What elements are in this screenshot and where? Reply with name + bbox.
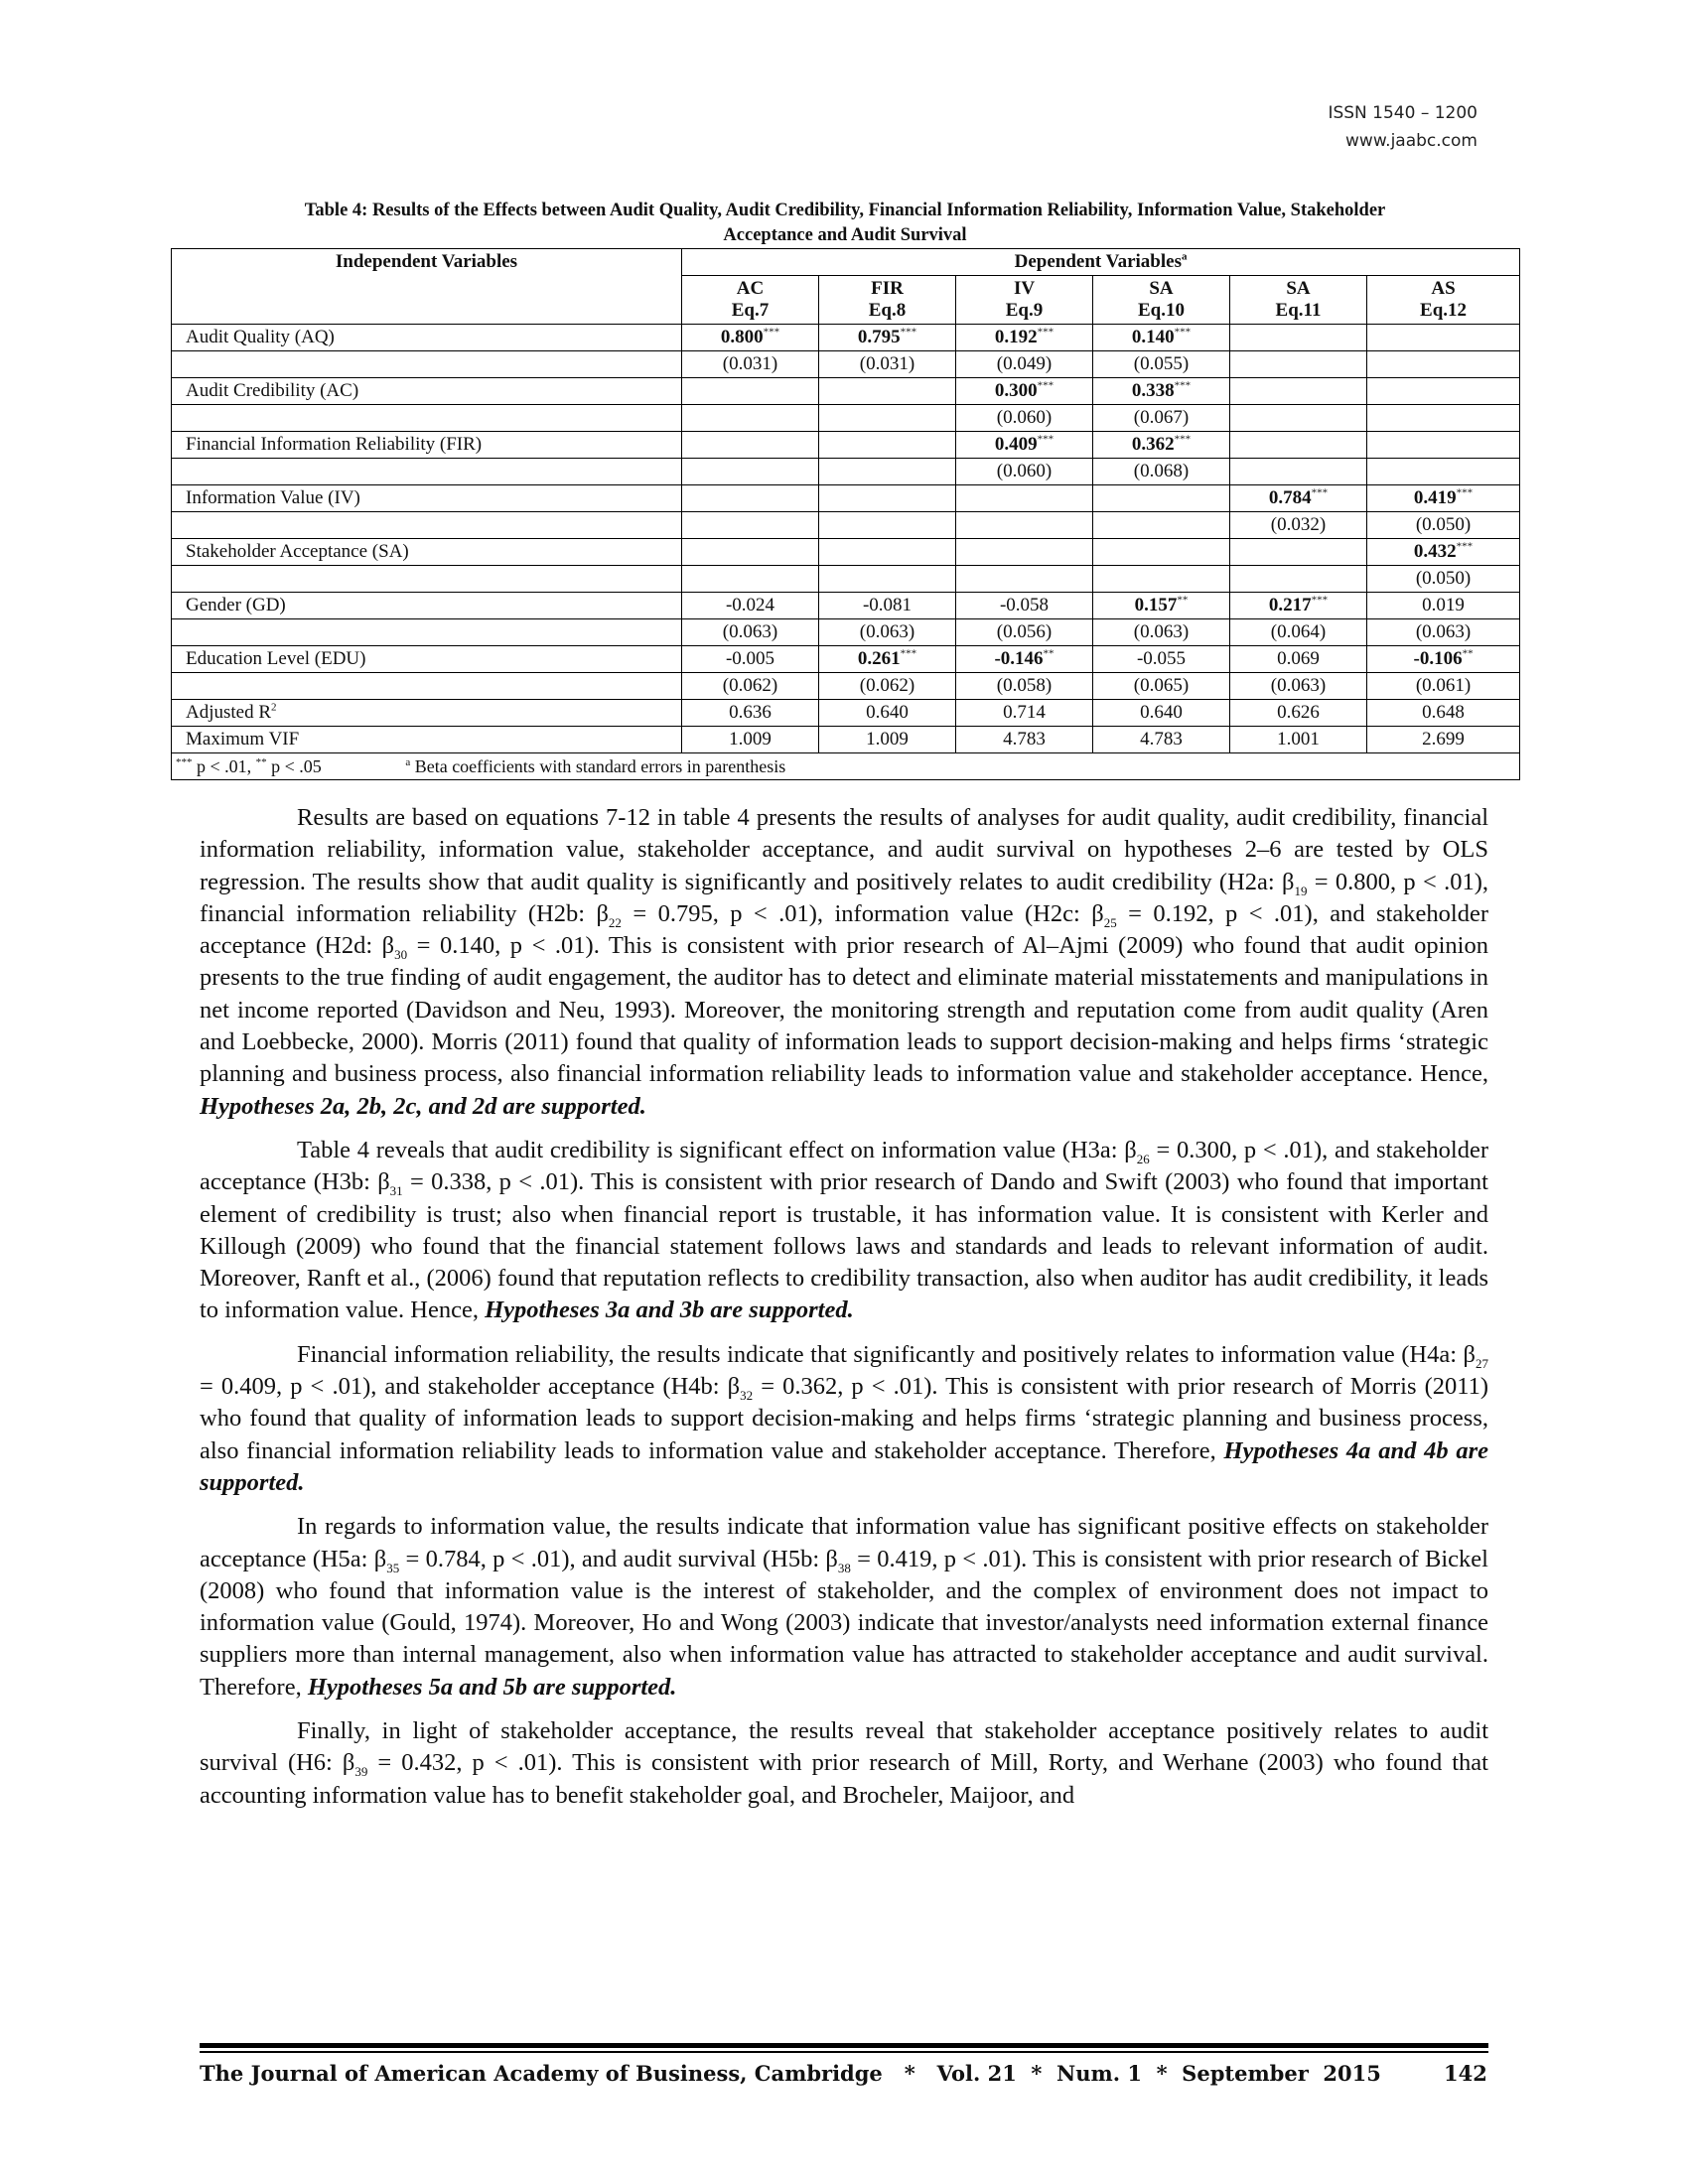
table-cell: 1.009: [682, 727, 819, 753]
table-cell: [1093, 539, 1230, 566]
page-number: 142: [1444, 2061, 1487, 2086]
table-cell: [682, 485, 819, 512]
table-cell: [1230, 325, 1367, 351]
paragraph-h3: Table 4 reveals that audit credibility is significant effect on information value (H3a: $\beta_{26} = 0.300$, p < .01), and stakeholder acceptance (H3b: $\beta_{31} = 0.338$, p < .01). This is consistent with prior research of Dando and Swift (2003) who found that important element of credibility is trust; also when financial report is trustable, it has information value. It is consistent with Kerler and Killough (2009) who found that the financial statement follows laws and standards and leads to relevant information of audit. Moreover, Ranft et al., (2006) found that reputation reflects to credibility transaction, also when auditor has audit credibility, it leads to information value. Hence, Hypotheses 3a and 3b are supported.: [200, 1136, 1488, 1324]
table-cell: (0.058): [956, 673, 1093, 700]
col-header-as: AS Eq.12: [1367, 276, 1520, 325]
row-label-ac: Audit Credibility (AC): [172, 378, 682, 405]
independent-variables-header: Independent Variables: [172, 249, 682, 276]
table-cell: (0.068): [1093, 459, 1230, 485]
table-cell: [172, 673, 682, 700]
row-label-fir: Financial Information Reliability (FIR): [172, 432, 682, 459]
table-cell: 0.648: [1367, 700, 1520, 727]
table-cell: [172, 351, 682, 378]
table-cell: [1230, 378, 1367, 405]
table-cell: (0.063): [1367, 619, 1520, 646]
table-cell: 0.140***: [1093, 325, 1230, 351]
table-cell: [819, 405, 956, 432]
table-title-line2: Acceptance and Audit Survival: [723, 225, 967, 245]
table-cell: [956, 566, 1093, 593]
table-cell: (0.062): [682, 673, 819, 700]
table-cell: (0.055): [1093, 351, 1230, 378]
table-cell: 0.640: [1093, 700, 1230, 727]
table-row: [172, 566, 1520, 593]
table-cell: 0.217***: [1230, 593, 1367, 619]
paragraph-h5: In regards to information value, the results indicate that information value has significant positive effects on stakeholder acceptance (H5a: $\beta_{35} = 0.784$, p < .01), and audit survival (H5b: $\beta_{38} = 0.419$, p < .01). This is consistent with prior research of Bickel (2008) who found that information value is the interest of stakeholder, and the complex of environment does not impact to information value (Gould, 1974). Moreover, Ho and Wong (2003) indicate that investor/analysts need information external finance suppliers more than internal management, also when information value has attracted to stakeholder acceptance and audit survival. Therefore, Hypotheses 5a and 5b are supported.: [200, 1513, 1488, 1701]
table-cell: (0.063): [1093, 619, 1230, 646]
table-cell: [682, 566, 819, 593]
table-cell: [172, 566, 682, 593]
table-cell: [172, 405, 682, 432]
table-cell: [1367, 351, 1520, 378]
table-title: [171, 199, 1519, 248]
table-row: [172, 405, 1520, 432]
table-cell: -0.005: [682, 646, 819, 673]
table-cell: [1093, 566, 1230, 593]
table-row: [172, 619, 1520, 646]
table-cell: [1093, 512, 1230, 539]
table-cell: (0.062): [819, 673, 956, 700]
table-cell: 0.432***: [1367, 539, 1520, 566]
table-row: [172, 646, 1520, 673]
table-cell: [1367, 432, 1520, 459]
table-cell: -0.055: [1093, 646, 1230, 673]
table-cell: (0.031): [682, 351, 819, 378]
table-cell: 0.300***: [956, 378, 1093, 405]
table-cell: 2.699: [1367, 727, 1520, 753]
table-cell: -0.106**: [1367, 646, 1520, 673]
row-label-max-vif: Maximum VIF: [172, 727, 682, 753]
table-cell: 4.783: [956, 727, 1093, 753]
table-cell: [172, 619, 682, 646]
col-header-ac: AC Eq.7: [682, 276, 819, 325]
table-cell: [819, 485, 956, 512]
col-header-sa-11: SA Eq.11: [1230, 276, 1367, 325]
table-cell: 1.001: [1230, 727, 1367, 753]
table-cell: 0.419***: [1367, 485, 1520, 512]
table-cell: 0.157**: [1093, 593, 1230, 619]
table-cell: [1367, 459, 1520, 485]
table-cell: [1230, 405, 1367, 432]
table-row: [172, 378, 1520, 405]
table-cell: [682, 378, 819, 405]
table-row: [172, 432, 1520, 459]
row-label-edu: Education Level (EDU): [172, 646, 682, 673]
table-cell: [956, 539, 1093, 566]
table-row: [172, 351, 1520, 378]
row-label-sa: Stakeholder Acceptance (SA): [172, 539, 682, 566]
table-cell: 0.362***: [1093, 432, 1230, 459]
table-cell: (0.067): [1093, 405, 1230, 432]
table-cell: [819, 512, 956, 539]
table-cell: [172, 459, 682, 485]
footer-rule-thin: [200, 2051, 1488, 2053]
table-cell: (0.060): [956, 405, 1093, 432]
table-row: [172, 512, 1520, 539]
table-cell: [682, 512, 819, 539]
table-cell: 0.261***: [819, 646, 956, 673]
col-header-iv: IV Eq.9: [956, 276, 1093, 325]
table-cell: -0.058: [956, 593, 1093, 619]
row-label-aq: Audit Quality (AQ): [172, 325, 682, 351]
table-cell: 0.795***: [819, 325, 956, 351]
table-row: [172, 459, 1520, 485]
table-row: [172, 485, 1520, 512]
table-cell: [819, 539, 956, 566]
table-cell: [819, 566, 956, 593]
results-table: [171, 248, 1520, 780]
table-cell: 4.783: [1093, 727, 1230, 753]
table-cell: -0.146**: [956, 646, 1093, 673]
table-cell: (0.063): [819, 619, 956, 646]
table-cell: [1230, 432, 1367, 459]
paragraph-h6: Finally, in light of stakeholder acceptance, the results reveal that stakeholder acceptance positively relates to audit survival (H6: $\beta_{39} = 0.432$, p < .01). This is consistent with prior research of Mill, Rorty, and Werhane (2003) who found that accounting information value has to benefit stakeholder goal, and Brocheler, Maijoor, and: [200, 1717, 1488, 1809]
table-cell: [682, 459, 819, 485]
table-cell: (0.049): [956, 351, 1093, 378]
table-row: [172, 593, 1520, 619]
table-cell: [1367, 405, 1520, 432]
table-cell: 0.338***: [1093, 378, 1230, 405]
table-cell: 0.626: [1230, 700, 1367, 727]
table-cell: 0.800***: [682, 325, 819, 351]
table-row: [172, 325, 1520, 351]
table-cell: (0.032): [1230, 512, 1367, 539]
table-cell: [1230, 459, 1367, 485]
table-cell: [682, 432, 819, 459]
issn: ISSN 1540 – 1200: [1328, 103, 1477, 123]
paragraph-h2: Results are based on equations 7-12 in table 4 presents the results of analyses for audit quality, audit credibility, financial information reliability, information value, stakeholder acceptance, and audit survival on hypotheses 2–6 are tested by OLS regression. The results show that audit quality is significantly and positively relates to audit credibility (H2a: $\beta_{19} = 0.800$, p < .01), financial information reliability (H2b: $\beta_{22} = 0.795$, p < .01), information value (H2c: $\beta_{25} = 0.192$, p < .01), and stakeholder acceptance (H2d: $\beta_{30} = 0.140$, p < .01). This is consistent with prior research of Al–Ajmi (2009) who found that audit opinion presents to the true finding of audit engagement, the auditor has to detect and eliminate material misstatements and manipulations in net income reported (Davidson and Neu, 1993). Moreover, the monitoring strength and reputation come from audit quality (Aren and Loebbecke, 2000). Morris (2011) found that quality of information leads to support decision-making and helps firms ‘strategic planning and business process, also financial information reliability leads to information value and stakeholder acceptance. Hence, Hypotheses 2a, 2b, 2c, and 2d are supported.: [200, 804, 1489, 1120]
table-cell: [682, 539, 819, 566]
table-cell: (0.065): [1093, 673, 1230, 700]
journal-citation: The Journal of American Academy of Business, Cambridge * Vol. 21 * Num. 1 * September 2015: [200, 2061, 1381, 2086]
table-cell: (0.056): [956, 619, 1093, 646]
table-row: [172, 727, 1520, 753]
table-note-row: [172, 753, 1520, 780]
dependent-variables-header: Dependent Variables$^a$: [682, 249, 1520, 276]
table-cell: [1367, 378, 1520, 405]
website: www.jaabc.com: [1345, 131, 1477, 151]
body-text: [200, 802, 1488, 1812]
table-cell: 0.636: [682, 700, 819, 727]
table-note: *** p < .01, ** p < .05 $^a$ Beta coefficients with standard errors in parenthesis: [172, 753, 1520, 780]
table-cell: [1367, 325, 1520, 351]
table-header-row: [172, 249, 1520, 276]
table-cell: [819, 378, 956, 405]
paragraph-h4: Financial information reliability, the results indicate that significantly and positively relates to information value (H4a: $\beta_{27} = 0.409$, p < .01), and stakeholder acceptance (H4b: $\beta_{32} = 0.362$, p < .01). This is consistent with prior research of Morris (2011) who found that quality of information leads to support decision-making and helps firms ‘strategic planning and business process, also financial information reliability leads to information value and stakeholder acceptance. Therefore, Hypotheses 4a and 4b are supported.: [200, 1340, 1489, 1496]
table-row: [172, 700, 1520, 727]
table-cell: [682, 405, 819, 432]
table-cell: (0.063): [1230, 673, 1367, 700]
table-cell: [819, 459, 956, 485]
table-cell: 0.409***: [956, 432, 1093, 459]
table-row: [172, 673, 1520, 700]
table-cell: -0.024: [682, 593, 819, 619]
table-cell: [819, 432, 956, 459]
table-cell: [1230, 566, 1367, 593]
table-cell: [956, 485, 1093, 512]
table-cell: 0.784***: [1230, 485, 1367, 512]
row-label-gd: Gender (GD): [172, 593, 682, 619]
blank-header-cell: [172, 276, 682, 325]
table-column-header-row: [172, 276, 1520, 325]
footer-rule-thick: [200, 2043, 1488, 2048]
table-cell: (0.064): [1230, 619, 1367, 646]
table-cell: (0.060): [956, 459, 1093, 485]
table-cell: (0.050): [1367, 512, 1520, 539]
table-cell: [172, 512, 682, 539]
table-row: [172, 539, 1520, 566]
col-header-fir: FIR Eq.8: [819, 276, 956, 325]
table-cell: 0.714: [956, 700, 1093, 727]
table-title-line1: Table 4: Results of the Effects between Audit Quality, Audit Credibility, Financial Information Reliability, Information Value, Stakeholder: [304, 201, 1386, 220]
table-cell: 1.009: [819, 727, 956, 753]
table-cell: [1093, 485, 1230, 512]
table-cell: [1230, 351, 1367, 378]
table-cell: -0.081: [819, 593, 956, 619]
table-cell: (0.061): [1367, 673, 1520, 700]
row-label-adjusted-r2: Adjusted $R^2$: [172, 700, 682, 727]
row-label-iv: Information Value (IV): [172, 485, 682, 512]
page-header: [1328, 99, 1477, 155]
table-cell: [1230, 539, 1367, 566]
col-header-sa-10: SA Eq.10: [1093, 276, 1230, 325]
table-cell: 0.192***: [956, 325, 1093, 351]
table-cell: 0.640: [819, 700, 956, 727]
table-cell: 0.069: [1230, 646, 1367, 673]
table-cell: 0.019: [1367, 593, 1520, 619]
table-cell: (0.063): [682, 619, 819, 646]
table-cell: (0.050): [1367, 566, 1520, 593]
table-cell: [956, 512, 1093, 539]
table-cell: (0.031): [819, 351, 956, 378]
